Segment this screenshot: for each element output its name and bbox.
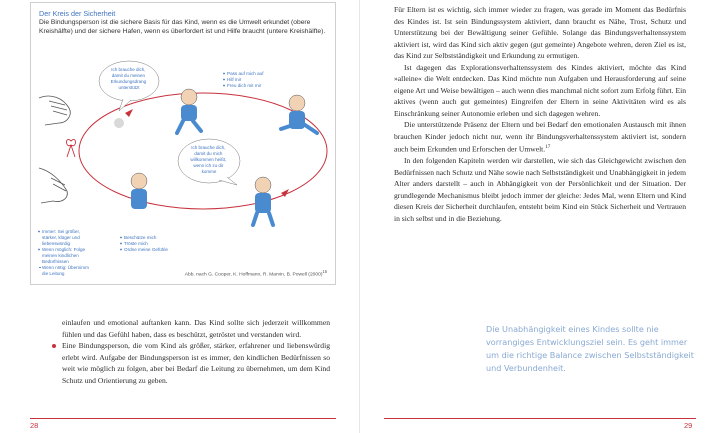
figure-description: Die Bindungsperson ist die sichere Basis für das Kind, wenn es die Umwelt erkundet (obere Kreishälfte) und der sichere Hafen, wenn es überfordert ist und Hilfe braucht (untere Kreishälfte). (39, 19, 326, 35)
bubble-mid-line: wenn ich zu dir (193, 163, 224, 168)
child-figure-climbing (281, 95, 317, 133)
bubble-mid-line: damit du mich (194, 151, 223, 156)
list-bullet (223, 79, 225, 81)
bubble-top-line: damit du meinen (111, 73, 146, 78)
left-body-text (62, 317, 330, 386)
bubble-mid-line: komme (201, 169, 217, 174)
right-page (360, 0, 720, 433)
list-bullet (223, 73, 225, 75)
list-top-right: Pass auf mich auf Hilf mir Freu dich mit mir (227, 71, 264, 88)
red-bullet-icon (52, 344, 56, 348)
child-figure-sitting (131, 173, 147, 209)
list-bullet (38, 231, 40, 233)
page-number-left: 28 (30, 421, 39, 430)
list-bottom-left: Immer: Sei größer, stärker, klüger und liebenswürdig Wenn möglich: Folge meinen kindlichen Bedürfnissen (42, 229, 86, 264)
paragraph: In den folgenden Kapiteln werden wir darstellen, wie sich das Gleichgewicht zwischen den Bedürfnissen nach Schutz und Nähe sowie nach Selbstständigkeit und Unabhängigkeit in jedem Alter anders darstellt – auch in Abhängigkeit von der Persönlichkeit und der Situation. Der grundlegende Mechanismus bleibt jedoch immer der gleiche: Jedes Mal, wenn Eltern und Kind diesen Kreis der Sicherheit durchlaufen, entsteht beim Kind ein Stück Sicherheit und Vertrauen in sich selbst und in die Beziehung. (394, 156, 686, 223)
figure-caption: Abb. nach G. Cooper, K. Hoffmann, R. Marvin, B. Powell $(2000)^{16}$ (184, 269, 327, 278)
child-figure-1 (114, 118, 124, 128)
list-item (62, 340, 330, 386)
speech-bubble-top (99, 61, 159, 111)
bubble-mid-line: Ich brauche dich, (191, 145, 226, 150)
footer-rule (30, 418, 336, 419)
paragraph: Für Eltern ist es wichtig, sich immer wieder zu fragen, was gerade im Moment das Bedürfnis des Kindes ist. Ist sein Bindungssystem aktiviert, dann braucht es Nähe, Trost, Schutz und Unterstützung bei der Bewältigung seiner Gefühle. Solange das Bindungsverhaltenssystem aktiviert ist, wird das Kind sich aktiv gegen (gut gemeinte) Angebote wehren, deren Ziel es ist, das Kind zur Selbstständigkeit und Erkundung zu ermutigen. (394, 5, 686, 60)
bubble-top-line: Erkundungsdrang (110, 79, 147, 84)
bullet-text: Eine Bindungsperson, die vom Kind als größer, stärker, erfahrener und liebenswürdig erlebt wird. Aufgabe der Bindungsperson ist es immer, den kindlichen Bedürfnissen so weit wie möglich zu folgen, aber bei Bedarf die Leitung zu übernehmen, um dem Kind Schutz und Orientierung zu geben. (62, 341, 330, 385)
child-figure-crying (253, 177, 273, 225)
circle-of-security-figure (30, 2, 336, 285)
speech-bubble-middle (178, 139, 240, 185)
list-bottom-left-continued: Wenn nötig: Übernimm die Leitung (42, 265, 89, 276)
paragraph: Die unterstützende Präsenz der Eltern und bei Bedarf den emotionalen Austausch mit ihnen brauchen Kinder jedoch nicht nur, wenn ihr Bindungsverhaltenssystem aktiviert ist, sondern auch beim Erkunden und Erforschen der Umwelt.$^{17}$ (394, 120, 686, 154)
figure-title: Der Kreis der Sicherheit (39, 9, 116, 18)
child-figure-running (177, 89, 201, 133)
circle-illustration (31, 53, 337, 265)
bubble-mid-line: willkommen heißt, (190, 157, 227, 162)
pull-quote: Die Unabhängigkeit eines Kindes sollte nie vorrangiges Entwicklungsziel sein. Es geht immer um die richtige Balance zwischen Selbstständigkeit und Verbundenheit. (486, 324, 694, 374)
bubble-top-line: Ich brauche dich, (111, 67, 146, 72)
red-ribbon-icon (67, 139, 76, 157)
list-bullet (120, 237, 122, 239)
paragraph: einlaufen und emotional auftanken kann. Das Kind sollte sich jederzeit willkommen fühlen und das Gefühl haben, dass es beschützt, getröstet und verstanden wird. (62, 318, 330, 339)
hands-illustration (39, 96, 70, 203)
bubble-top-line: unterstützt (118, 85, 140, 90)
list-bottom-middle: Beschütze mich Tröste mich Ordne meine Gefühle (124, 235, 168, 252)
list-bullet (39, 267, 41, 269)
page-number-right: 29 (684, 421, 693, 430)
list-bullet (120, 249, 122, 251)
circle-arrow-icon (125, 109, 133, 117)
list-bullet (120, 243, 122, 245)
footer-rule (384, 418, 696, 419)
paragraph: Ist dagegen das Explorationsverhaltenssystem des Kindes aktiviert, möchte das Kind »alleine« die Welt entdecken. Das Kind möchte nun Aufgaben und Herausforderung auf seine eigene Art und Weise bewältigen – auch wenn dies manchmal nicht sofort zum Erfolg führt. Ein aktives (wenn auch gut gemeintes) Eingreifen der Eltern in seine Aktivitäten wird es als Einschränkung seiner Autonomie erleben und sich dagegen wehren. (394, 62, 686, 118)
right-body-text (394, 4, 686, 224)
list-bullet (223, 85, 225, 87)
list-bullet (38, 249, 40, 251)
